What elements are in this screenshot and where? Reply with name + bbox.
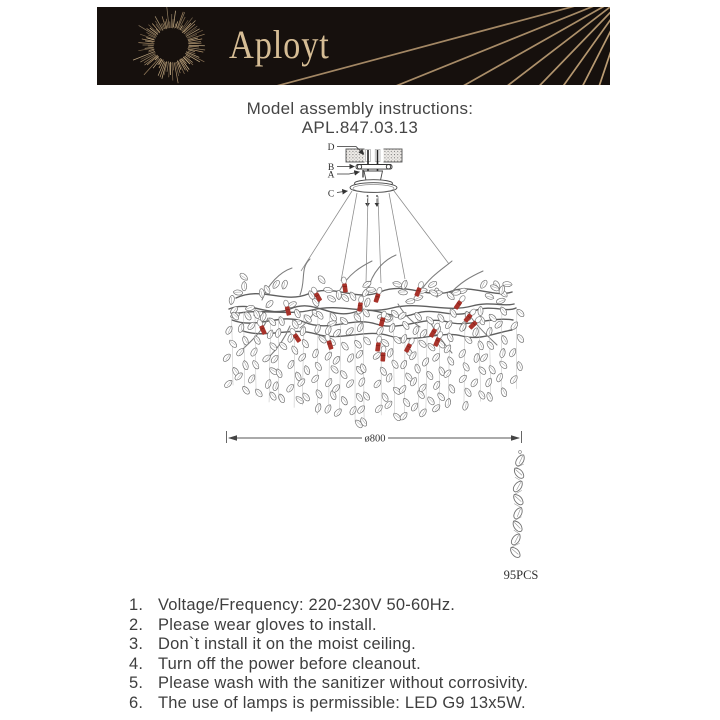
brand-name: Aployt xyxy=(229,22,330,67)
page-title: Model assembly instructions: xyxy=(246,99,474,118)
list-item: 6. The use of lamps is permissible: LED G9 13x5W. xyxy=(129,693,526,712)
part-label-c: C xyxy=(327,189,335,200)
strand-count-label: 95PCS xyxy=(503,568,539,582)
part-label-b: B xyxy=(327,163,335,173)
list-item: 1. Voltage/Frequency: 220-230V 50-60Hz. xyxy=(129,596,456,614)
crystal-strand-detail xyxy=(508,451,526,560)
ceiling-mount-detail xyxy=(346,148,402,207)
list-item: 5. Please wash with the sanitizer without corrosivity. xyxy=(129,674,529,693)
list-item: 2. Please wear gloves to install. xyxy=(129,615,377,634)
list-item: 3. Don`t install it on the moist ceiling. xyxy=(129,635,416,654)
diameter-value: ø800 xyxy=(364,433,386,445)
chandelier-drawing xyxy=(222,191,525,429)
instruction-list xyxy=(129,596,528,714)
part-label-a: A xyxy=(327,170,335,181)
model-number: APL.847.03.13 xyxy=(301,117,419,137)
list-item: 4. Turn off the power before cleanout. xyxy=(129,654,421,673)
part-label-d: D xyxy=(327,143,335,153)
